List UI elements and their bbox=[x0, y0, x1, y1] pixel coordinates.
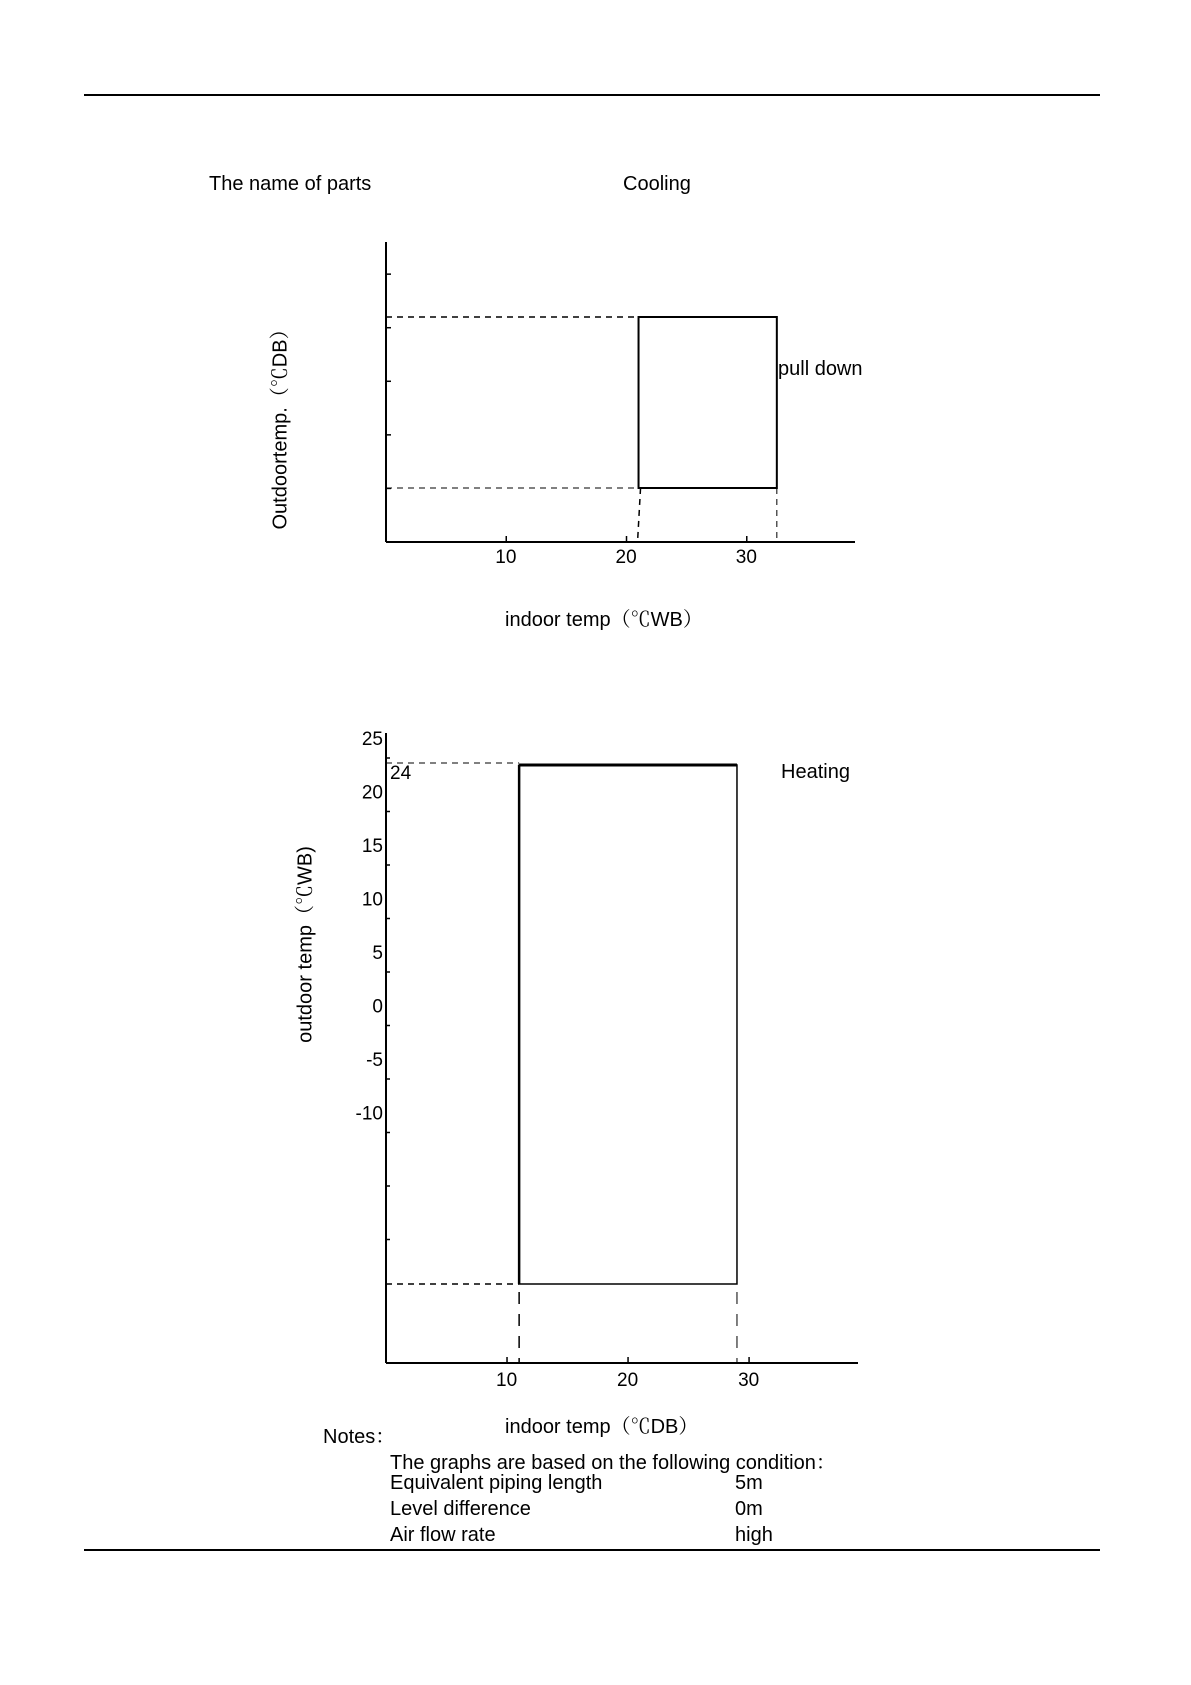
heating-y-tick-label: 25 bbox=[361, 729, 383, 750]
notes-title: Notes： bbox=[323, 1426, 396, 1448]
heating-y-tick-label: -5 bbox=[366, 1050, 383, 1071]
heating-y-tick-label: 15 bbox=[361, 836, 383, 857]
heating-x-axis-label: indoor temp（℃DB） bbox=[505, 1416, 699, 1438]
cooling-x-tick-label: 30 bbox=[735, 547, 757, 568]
heating-y-tick-label: 5 bbox=[372, 943, 383, 964]
heating-y-tick-label: 20 bbox=[361, 782, 383, 804]
heating-x-tick-label: 20 bbox=[617, 1370, 639, 1391]
section-label: The name of parts bbox=[209, 173, 372, 195]
cooling-title: Cooling bbox=[623, 173, 691, 195]
notes-row-label: Equivalent piping length bbox=[390, 1472, 603, 1494]
heating-y-axis-label: outdoor temp（℃WB) bbox=[294, 846, 317, 1043]
cooling-x-tick-label: 10 bbox=[495, 547, 517, 568]
heating-operating-region bbox=[519, 765, 737, 1284]
notes-row-value: 0m bbox=[735, 1498, 763, 1520]
cooling-x-tick-label: 20 bbox=[615, 547, 637, 568]
notes-row-label: Air flow rate bbox=[390, 1524, 496, 1546]
notes-row-value: 5m bbox=[735, 1472, 763, 1494]
heating-max-value-label: 24 bbox=[390, 763, 412, 784]
bottom-rule bbox=[84, 1549, 1100, 1551]
heating-y-tick-label: 10 bbox=[361, 889, 383, 911]
heating-y-tick-label: -10 bbox=[355, 1103, 383, 1125]
heating-x-tick-label: 30 bbox=[738, 1370, 760, 1391]
heating-x-tick-label: 10 bbox=[496, 1370, 518, 1391]
notes-intro: The graphs are based on the following condition： bbox=[390, 1452, 836, 1474]
cooling-y-axis-label: Outdoortemp.（℃DB） bbox=[269, 319, 292, 530]
heating-title: Heating bbox=[781, 761, 850, 783]
cooling-x-axis-label: indoor temp（℃WB） bbox=[505, 609, 703, 631]
heating-y-tick-label: 0 bbox=[372, 996, 383, 1018]
cooling-annotation: pull down bbox=[778, 358, 863, 380]
notes-row-value: high bbox=[735, 1524, 773, 1546]
notes-row-label: Level difference bbox=[390, 1498, 531, 1520]
